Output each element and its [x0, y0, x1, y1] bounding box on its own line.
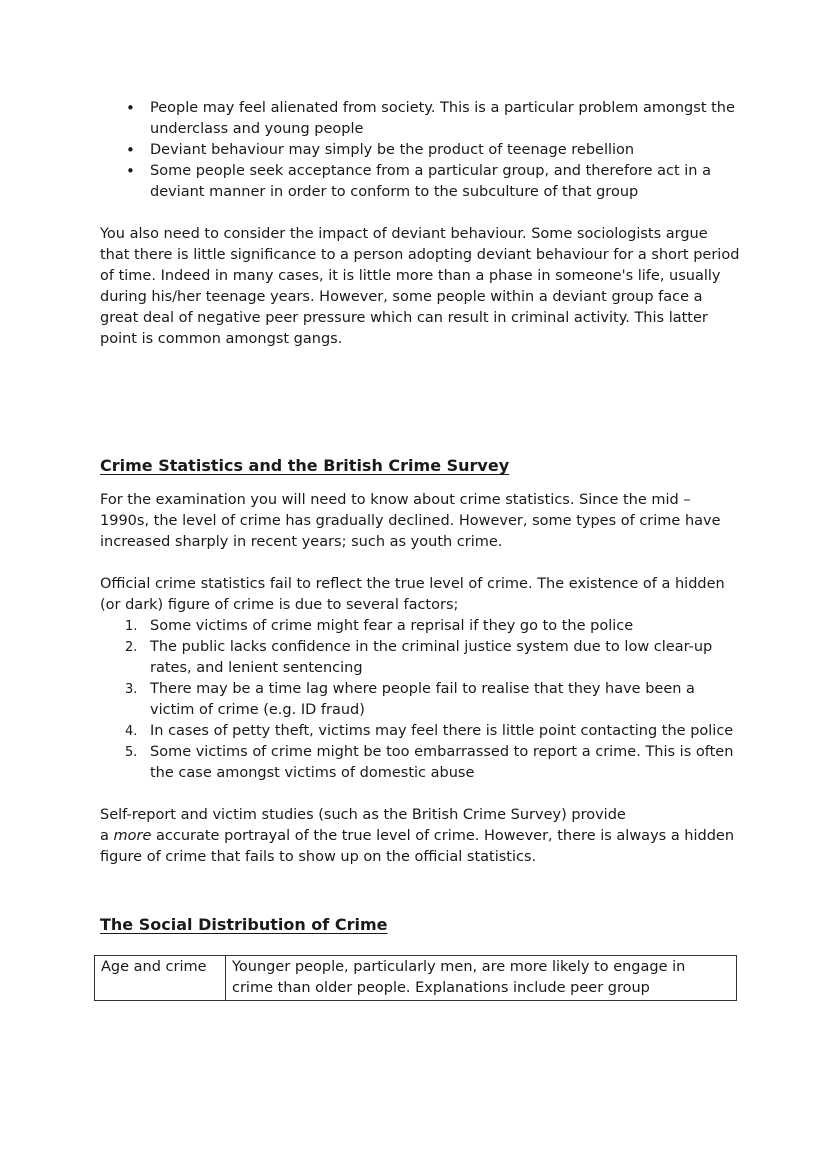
- self-report-line1: Self-report and victim studies (such as the British Crime Survey) provide: [100, 807, 626, 823]
- self-report-a: a: [100, 828, 114, 844]
- factor-text: Some victims of crime might be too embarrassed to report a crime. This is often the case amongst victims of domestic abuse: [150, 744, 734, 781]
- factor-number: 5.: [125, 745, 138, 760]
- document-page: [100, 98, 740, 1001]
- impact-paragraph: You also need to consider the impact of deviant behaviour. Some sociologists argue that there is little significance to a person adopting deviant behaviour for a short period of time. Indeed in many cases, it is little more than a phase in someone's life, usually during his/her teenage years. However, some people within a deviant group face a great deal of negative peer pressure which can result in criminal activity. This latter point is common amongst gangs.: [100, 226, 740, 347]
- factor-item: [125, 721, 740, 742]
- factor-item: [125, 637, 740, 679]
- statistics-paragraph: For the examination you will need to know about crime statistics. Since the mid – 1990s, the level of crime has gradually declined. However, some types of crime have increased sharply in recent years; such as youth crime.: [100, 492, 721, 550]
- intro-bullet-list: [100, 98, 740, 203]
- section-heading-social-distribution: The Social Distribution of Crime: [100, 915, 388, 934]
- factor-number: 3.: [125, 682, 138, 697]
- table-row: [95, 956, 737, 1001]
- factor-item: [125, 679, 740, 721]
- emphasis-more: more: [113, 828, 152, 844]
- bullet-item: • Deviant behaviour may simply be the product of teenage rebellion: [150, 140, 740, 161]
- bullet-item: • Some people seek acceptance from a particular group, and therefore act in a deviant manner in order to conform to the subculture of that group: [150, 161, 740, 203]
- table-cell-text: Younger people, particularly men, are more likely to engage in crime than older people. Explanations include peer group: [226, 956, 737, 1001]
- factor-text: In cases of petty theft, victims may feel there is little point contacting the police: [150, 723, 734, 739]
- hidden-figure-factors-list: [100, 616, 740, 784]
- factor-item: [125, 616, 740, 637]
- factor-number: 4.: [125, 724, 138, 739]
- section-heading-crime-statistics: Crime Statistics and the British Crime Survey: [100, 456, 510, 475]
- official-statistics-paragraph: Official crime statistics fail to reflect the true level of crime. The existence of a hidden (or dark) figure of crime is due to several factors;: [100, 576, 725, 613]
- factor-number: 2.: [125, 640, 138, 655]
- bullet-item: • People may feel alienated from society. This is a particular problem amongst the underclass and young people: [150, 98, 740, 140]
- factor-number: 1.: [125, 619, 138, 634]
- distribution-table: [94, 955, 737, 1001]
- factor-text: There may be a time lag where people fail to realise that they have been a victim of crime (e.g. ID fraud): [150, 681, 695, 718]
- factor-text: Some victims of crime might fear a reprisal if they go to the police: [150, 618, 634, 634]
- factor-item: [125, 742, 740, 784]
- self-report-rest: accurate portrayal of the true level of crime. However, there is always a hidden figure of crime that fails to show up on the official statistics.: [100, 828, 735, 865]
- self-report-paragraph: [100, 805, 740, 868]
- table-cell-label: Age and crime: [95, 956, 226, 1001]
- factor-text: The public lacks confidence in the criminal justice system due to low clear-up rates, and lenient sentencing: [150, 639, 713, 676]
